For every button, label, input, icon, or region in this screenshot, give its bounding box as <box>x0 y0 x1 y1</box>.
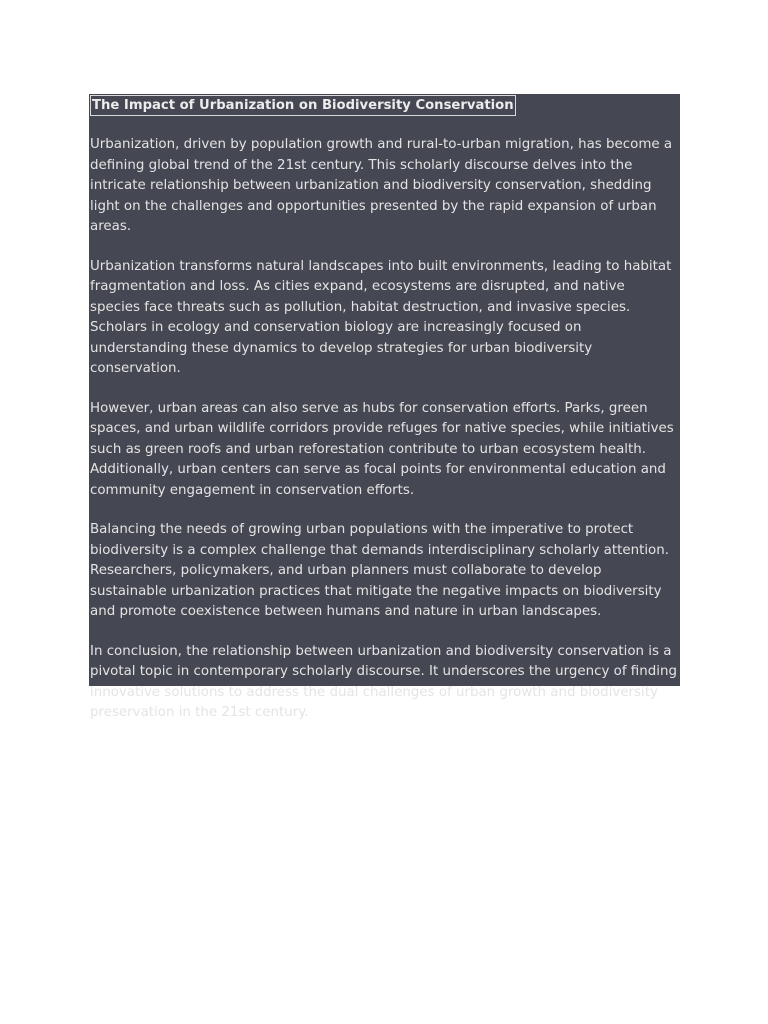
paragraph-balancing-needs: Balancing the needs of growing urban populations with the imperative to protect biodiversity is a complex challenge that demands interdisciplinary scholarly attention. Researchers, policymakers, and urban planners must collaborate to develop sustainable urbanization practices that mitigate the negative impacts on biodiversity and promote coexistence between humans and nature in urban landscapes. <box>90 522 669 619</box>
paragraph-introduction: Urbanization, driven by population growth and rural-to-urban migration, has become a defining global trend of the 21st century. This scholarly discourse delves into the intricate relationship between urbanization and biodiversity conservation, shedding light on the challenges and opportunities presented by the rapid expansion of urban areas. <box>90 137 673 234</box>
document-title: The Impact of Urbanization on Biodiversity Conservation <box>90 95 516 116</box>
paragraph-habitat-impacts: Urbanization transforms natural landscapes into built environments, leading to habitat fragmentation and loss. As cities expand, ecosystems are disrupted, and native species face threats such as pollution, habitat destruction, and invasive species. Scholars in ecology and conservation biology are increasingly focused on understanding these dynamics to develop strategies for urban biodiversity conservation. <box>90 258 672 376</box>
paragraph-conclusion: In conclusion, the relationship between urbanization and biodiversity conservation is a pivotal topic in contemporary scholarly discourse. It underscores the urgency of finding innovative solutions to address the dual challenges of urban growth and biodiversity preservation in the 21st century. <box>90 643 677 720</box>
document-panel <box>89 94 680 720</box>
paragraph-conservation-hubs: However, urban areas can also serve as hubs for conservation efforts. Parks, green spaces, and urban wildlife corridors provide refuges for native species, while initiatives such as green roofs and urban reforestation contribute to urban ecosystem health. Additionally, urban centers can serve as focal points for environmental education and community engagement in conservation efforts. <box>90 400 674 498</box>
